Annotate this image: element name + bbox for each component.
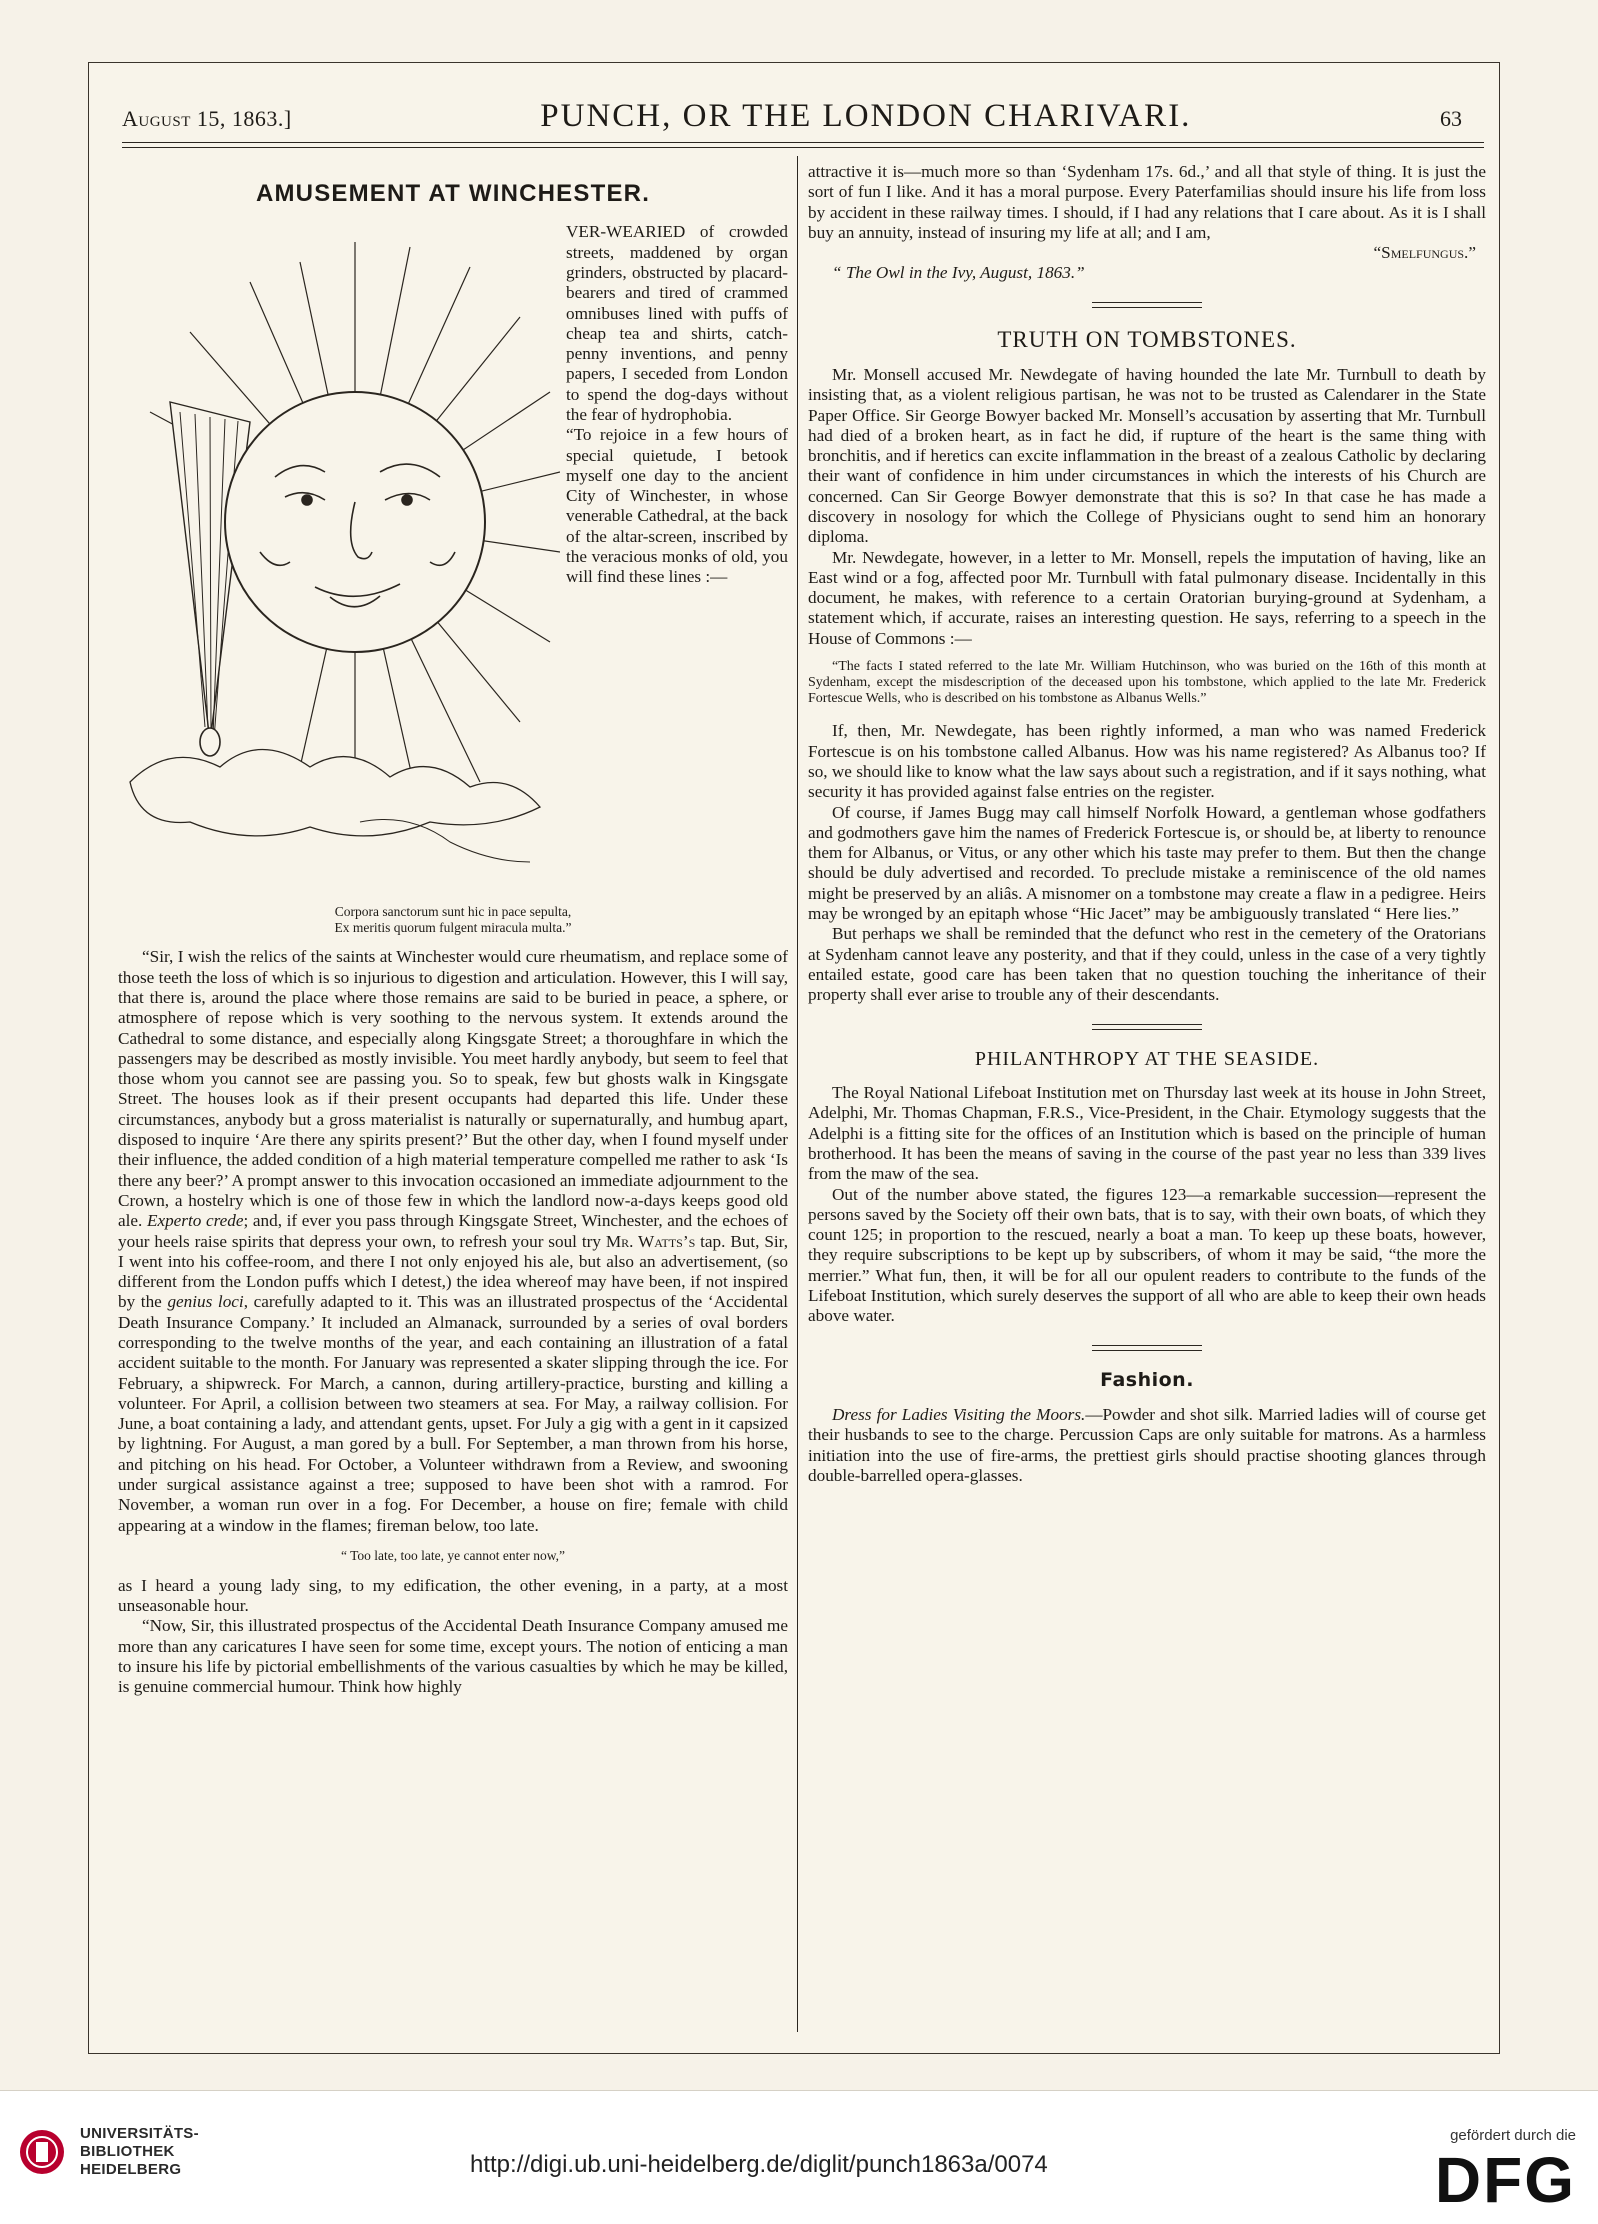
body-text: attractive it is—much more so than ‘Sydenham 17s. 6d.,’ and all that style of thing. It is just the sort of fun I like. And it has a moral purpose. Every Paterfamilias should insure his life from loss by accident in these railway times. I should, if I had any relations that I care about. As it is I shall buy an annuity, instead of insuring my life at all; and I am, (808, 162, 1486, 242)
section-separator (1092, 1024, 1202, 1030)
letter-dateline (808, 263, 1486, 283)
library-line: HEIDELBERG (80, 2161, 182, 2178)
library-logo[interactable] (18, 2125, 199, 2179)
body-text: ; and, if ever you pass through Kingsgate Street, Winchester, and the echoes of your heels raise spirits that depress your own, to refresh your soul try (118, 1211, 788, 1251)
illustration-caption (118, 904, 788, 935)
body-italic: Experto crede (146, 1211, 244, 1231)
person-name: Mr. Watts’s (605, 1231, 696, 1251)
article-title-tombstones: TRUTH ON TOMBSTONES. (997, 326, 1297, 352)
section-separator (1092, 1345, 1202, 1351)
body-paragraph (118, 947, 788, 1536)
body-paragraph: But perhaps we shall be reminded that the defunct who rest in the cemetery of the Oratorians at Sydenham cannot leave any posterity, and that if they could, unless in the case of a very tightly entailed estate, good care has been taken that no question touching the inheritance of their property shall ever arise to trouble any of their descendants. (808, 924, 1486, 1005)
verse-quote: “ Too late, too late, ye cannot enter now,” (341, 1547, 565, 1563)
body-paragraph: The Royal National Lifeboat Institution met on Thursday last week at its house in John Street, Adelphi, Mr. Thomas Chapman, F.R.S., Vice-President, in the Chair. Etymology suggests that the Adelphi is a fitting site for the offices of an Institution which is based on the principle of human brotherhood. It has been the means of saving in the course of the past year no less than 339 lives from the maw of the sea. (808, 1083, 1486, 1184)
header-rule (122, 142, 1484, 148)
quoted-letter: “The facts I stated referred to the late Mr. William Hutchinson, who was buried on the 16th of this month at Sydenham, except the misdescription of the deceased upon his tombstone, which applied to the late Mr. Frederick Fortescue Wells, who is described on his tombstone as Albanus Wells.” (808, 659, 1486, 707)
intro-paragraph-2: “To rejoice in a few hours of special quietude, I betook myself one day to the ancient City of Winchester, in whose venerable Cathedral, at the back of the altar-screen, inscribed by the veracious monks of old, you will find these lines :— (566, 425, 788, 587)
library-line: UNIVERSITÄTS- (80, 2125, 199, 2142)
caption-line-1: Corpora sanctorum sunt hic in pace sepulta, (334, 904, 572, 920)
body-text: tap. But, Sir, I went into his coffee-room, and there I not only enjoyed his ale, but also an advertisement, (so different from the London puffs which I detest,) the idea whereof may have been, if not inspired by the (118, 1231, 789, 1312)
sponsor-block (1434, 2127, 1576, 2216)
caption-line-2: Ex meritis quorum fulgent miracula multa.” (334, 919, 572, 935)
section-separator (1092, 302, 1202, 308)
body-text: “Sir, I wish the relics of the saints at Winchester would cure rheumatism, and replace some of those teeth the loss of which is so injurious to digestion and articulation. However, this I will say, that there is, around the place where those remains are said to be buried in peace, a sphere, or atmosphere of repose which is very soothing to the nervous system. It extends around the Cathedral to some distance, and especially along Kingsgate Street; a thoroughfare in which the passengers may be described as mostly invisible. You meet hardly anybody, but seem to feel that those whom you cannot see are passing you. So to speak, few but ghosts walk in Kingsgate Street. The houses look as if their present occupants had departed this life. Under these circumstances, anybody but a gross materialist is naturally or supernaturally, and humbug apart, disposed to inquire ‘Are there any spirits present?’ But the other day, when I found myself under their influence, the added condition of a high material temperature compelled me rather to ask ‘Is there any beer?’ A prompt answer to this invocation occasioned an immediate adjournment to the Crown, a hostelry which is one of those few in which the landlord now-a-days keeps good old ale. (118, 947, 788, 1231)
masthead: PUNCH, OR THE LONDON CHARIVARI. (540, 98, 1192, 134)
permalink-url[interactable]: http://digi.ub.uni-heidelberg.de/diglit/punch1863a/0074 (470, 2151, 1048, 2178)
body-paragraph (808, 162, 1486, 263)
article-title-philanthropy: PHILANTHROPY AT THE SEASIDE. (974, 1047, 1320, 1070)
body-paragraph: Of course, if James Bugg may call himself Norfolk Howard, a gentleman whose godfathers and godmothers gave him the names of Frederick Fortescue is, or should be, at liberty to renounce them for Albanus, or Vitus, or any other which his taste may prefer to them. But then the change should be duly advertised and recorded. To preclude mistake a reminiscence of the old names might be preserved by an aliâs. A misnomer on a tombstone may create a flaw in a pedigree. Heirs may be wronged by an epitaph whose “Hic Jacet” may be ambiguously translated “ Here lies.” (808, 802, 1486, 924)
sun-illustration (110, 222, 560, 900)
page-header (122, 98, 1462, 138)
university-seal-icon (18, 2128, 66, 2176)
right-column (808, 162, 1486, 1486)
body-paragraph: as I heard a young lady sing, to my edification, the other evening, in a party, at a most unseasonable hour. (118, 1575, 788, 1616)
dfg-logo[interactable]: DFG (1434, 2144, 1576, 2216)
body-paragraph: If, then, Mr. Newdegate, has been rightly informed, a man who was named Frederick Fortescue is on his tombstone called Albanus. How was his name registered? As Albanus too? If so, we should like to know what the law says about such a registration, and if it says nothing, what security it has provided against false entries on the register. (808, 721, 1486, 802)
left-column (118, 162, 788, 1698)
body-text: , carefully adapted to it. This was an illustrated prospectus of the ‘Accidental Death Insurance Company.’ It included an Almanack, surrounded by a series of oval borders corresponding to the twelve months of the year, and each containing an illustration of a fatal accident suitable to the month. For January was represented a skater slipping through the ice. For February, a shipwreck. For March, a cannon, during artillery-practice, bursting and killing a volunteer. For April, a collision between two steamers at sea. For May, a railway collision. For June, a boat containing a lady, and attendant gents, upset. For July a gig with a gent in it capsized by lightning. For August, a man gored by a bull. For September, a man thrown from his horse, and pitching on his head. For October, a Volunteer withdrawn from a Review, and swooning under surgical assistance against a tree; supposed to have been shot with a ramrod. For November, a woman run over in a fog. For December, a house on fire; female with child appearing at a window in the flames; fireman below, too late. (118, 1292, 789, 1535)
body-paragraph: Out of the number above stated, the figures 123—a remarkable succession—represent the persons saved by the Society off their own bats, that is to say, with their own boats, of which they count 125; in proportion to the rescued, nearly a boat a man. To keep up these boats, however, they require subscriptions to be kept up by subscribers, of whom it may be said, “the more the merrier.” What fun, then, it will be for all our opulent readers to contribute to the funds of the Lifeboat Institution, which surely deserves the support of all who are able to keep their own heads above water. (808, 1184, 1486, 1326)
sponsor-label: gefördert durch die (1450, 2127, 1576, 2144)
intro-paragraph: VER-WEARIED of crowded streets, maddened by organ grinders, obstructed by placard-bearers and tired of crammed omnibuses lined with puffs of cheap tea and shirts, catch-penny inventions, and penny papers, I seceded from London to spend the dog-days without the fear of hydrophobia. (566, 222, 788, 424)
dateline-text: “ The Owl in the Ivy, August, 1863.” (832, 263, 1085, 283)
body-italic: Dress for Ladies Visiting the Moors. (832, 1405, 1086, 1425)
viewer-footer (0, 2090, 1598, 2224)
body-text: —Powder and shot silk. Married ladies will of course get their husbands to see to the charge. Percussion Caps are only suitable for matrons. As a harmless initiation into the use of fire-arms, the prettiest girls should practise shooting glances through double-barrelled opera-glasses. (808, 1405, 1486, 1485)
body-italic: genius loci (167, 1292, 244, 1312)
body-paragraph (808, 1405, 1486, 1486)
article-title-amusement: AMUSEMENT AT WINCHESTER. (255, 180, 651, 207)
library-line: BIBLIOTHEK (80, 2143, 175, 2160)
page-number: 63 (1440, 106, 1462, 131)
article-title-fashion: Fashion. (1100, 1368, 1194, 1391)
letter-signature: “Smelfungus.” (1373, 243, 1476, 263)
issue-date: August 15, 1863.] (122, 106, 292, 131)
body-paragraph: Mr. Monsell accused Mr. Newdegate of having hounded the late Mr. Turnbull to death by insisting that, as a violent religious partisan, he was not to be trusted as Calendarer in the State Paper Office. Sir George Bowyer backed Mr. Monsell’s accusation by asserting that Mr. Turnbull had died of a broken heart, as in fact he did, if rupture of the heart is the same thing with bronchitis, and if heretics can excite inflammation in the breast of a zealous Catholic by declaring their want of confidence in him under circumstances in which the interests of his Church are concerned. Can Sir George Bowyer demonstrate that this is so? In that case he has made a discovery in nosology for which the College of Physicians ought to send him an honorary diploma. (808, 364, 1486, 547)
body-paragraph: Mr. Newdegate, however, in a letter to Mr. Monsell, repels the imputation of having, like an East wind or a fog, affected poor Mr. Turnbull with fatal pulmonary disease. Incidentally in this document, he makes, with reference to a certain Oratorian burying-ground at Sydenham, a statement which, if accurate, raises an interesting question. He says, referring to a speech in the House of Commons :— (808, 547, 1486, 648)
sun-with-face-and-fan-icon (110, 222, 560, 900)
body-paragraph: “Now, Sir, this illustrated prospectus of the Accidental Death Insurance Company amused me more than any caricatures I have seen for some time, except yours. The notion of enticing a man to insure his life by pictorial embellishments of the various casualties by which he may be killed, is genuine commercial humour. Think how highly (118, 1616, 788, 1697)
library-name (80, 2125, 199, 2179)
column-divider (797, 156, 798, 2032)
